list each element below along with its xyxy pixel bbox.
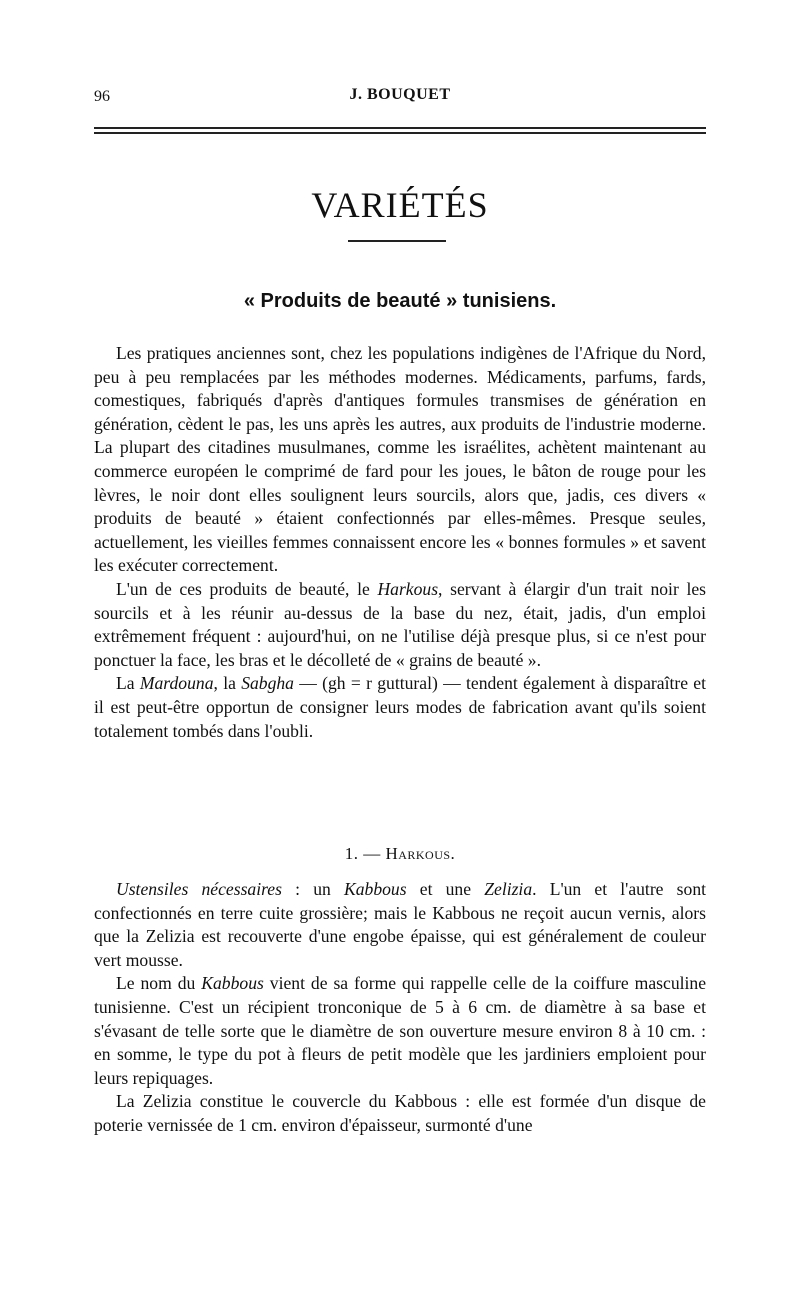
term-mardouna: Mardouna <box>139 673 214 694</box>
intro-text <box>94 342 706 743</box>
subsection-number: 1. — <box>344 844 386 863</box>
section-1-paragraph-3: La Zelizia constitue le couvercle du Kabbous : elle est formée d'un disque de poterie vernissée de 1 cm. environ d'épaisseur, surmonté d'une <box>94 1091 706 1135</box>
article-title: « Produits de beauté » tunisiens. <box>243 290 557 312</box>
term-ustensiles: Ustensiles nécessaires <box>116 879 282 899</box>
intro-paragraph-2 <box>94 578 706 672</box>
term-zelizia: Zelizia <box>484 879 533 899</box>
text-run: . L'un et l'autre sont confectionnés en terre cuite grossière; mais le Kabbous ne reçoit aucun vernis, alors que la Zelizia est recouverte d'une engobe épaisse, qui est généralement de couleur vert mousse. <box>94 879 706 970</box>
term-sabgha: Sabgha <box>241 673 294 694</box>
title-rule <box>348 240 446 242</box>
text-run: , la <box>213 673 242 694</box>
intro-paragraph-3 <box>94 672 706 743</box>
text-run: Le nom du <box>116 973 202 994</box>
term-kabbous: Kabbous <box>344 879 407 899</box>
term-kabbous: Kabbous <box>201 973 264 994</box>
term-harkous: Harkous <box>377 578 439 599</box>
page-number: 96 <box>94 88 110 105</box>
section-title: VARIÉTÉS <box>311 185 489 225</box>
subsection-heading <box>0 844 800 864</box>
section-1-paragraph-2 <box>94 972 706 1090</box>
text-run: L'un de ces produits de beauté, le <box>116 578 378 599</box>
text-run: La <box>116 673 140 694</box>
header-rule-top <box>94 127 706 129</box>
text-run: , servant à élargir d'un trait noir les sourcils et à les réunir au-dessus de la base du nez, était, jadis, d'un emploi extrêmement fréquent : aujourd'hui, on ne l'utilise déjà presque plus, si ce n'est pour ponctuer la face, les bras et le décolleté de « grains de beauté ». <box>94 578 706 670</box>
running-head <box>94 86 706 110</box>
header-author: J. BOUQUET <box>349 86 451 103</box>
text-run: : un <box>281 879 344 899</box>
intro-paragraph-1: Les pratiques anciennes sont, chez les populations indigènes de l'Afrique du Nord, peu à peu remplacées par les méthodes modernes. Médicaments, parfums, fards, comestiques, fabriqués d'après d'antiques formules transmises de génération en génération, cèdent le pas, les uns après les autres, aux produits de l'industrie moderne. La plupart des citadines musulmanes, comme les israélites, achètent maintenant au commerce européen le comprimé de fard pour les joues, le bâton de rouge pour les lèvres, le noir dont elles soulignent leurs sourcils, alors que, jadis, ces divers « produits de beauté » étaient confectionnés par elles-mêmes. Presque seules, actuellement, les vieilles femmes connaissent encore les « bonnes formules » et savent les exécuter correctement. <box>94 343 706 576</box>
section-1-paragraph-1 <box>94 878 706 972</box>
subsection-title: Harkous. <box>385 844 456 863</box>
text-run: — (gh = r guttural) — tendent également à disparaître et il est peut-être opportun de consigner leurs modes de fabrication avant qu'ils soient totalement tombés dans l'oubli. <box>94 673 706 741</box>
text-run: et une <box>406 879 485 899</box>
header-rule-bottom <box>94 132 706 134</box>
text-run: vient de sa forme qui rappelle celle de la coiffure masculine tunisienne. C'est un récipient tronconique de 5 à 6 cm. de diamètre à sa base et s'évasant de telle sorte que le diamètre de son ouverture mesure environ 8 à 10 cm. : en somme, le type du pot à fleurs de petit modèle que les jardiniers emploient pour leurs repiquages. <box>94 973 706 1088</box>
section-1-text <box>94 878 706 1138</box>
